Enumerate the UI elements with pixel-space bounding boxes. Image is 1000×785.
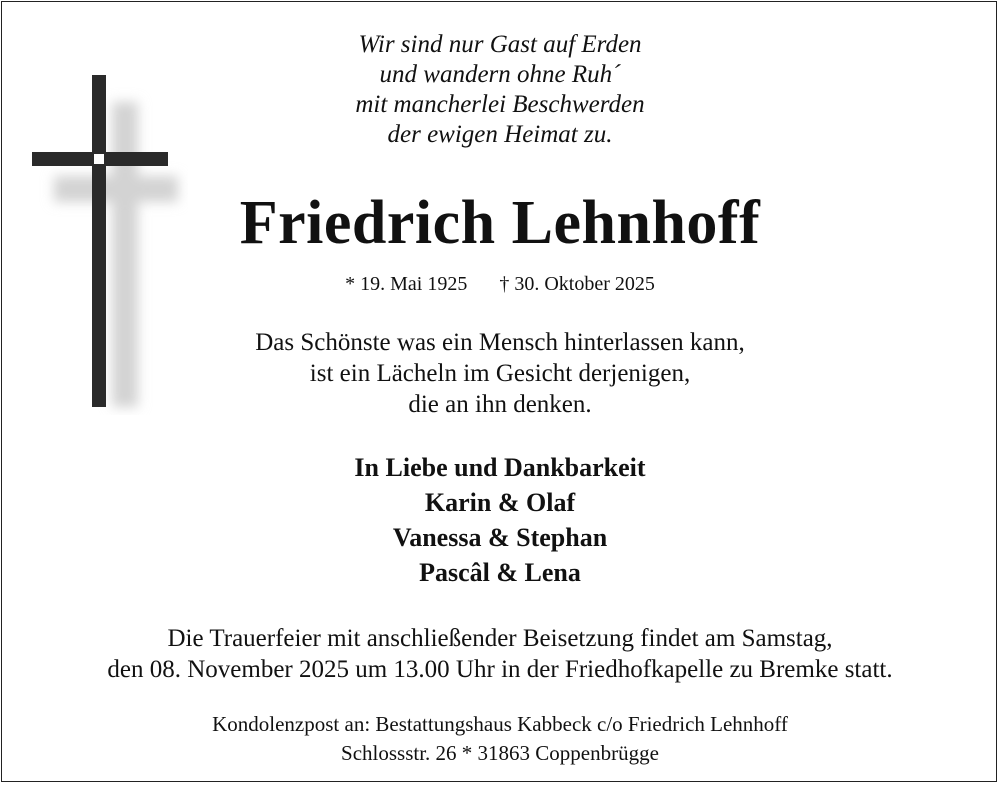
mourner-names: Pascâl & Lena	[419, 558, 581, 587]
poem-line: der ewigen Heimat zu.	[387, 121, 613, 148]
condolence-address	[0, 710, 1000, 768]
quote-line: ist ein Lächeln im Gesicht derjenigen,	[309, 360, 691, 387]
cross-center	[94, 154, 104, 164]
mourners	[0, 450, 1000, 590]
birth-date: * 19. Mai 1925	[345, 273, 468, 295]
quote-line: Das Schönste was ein Mensch hinterlassen kann,	[255, 329, 745, 356]
memorial-quote	[0, 327, 1000, 420]
contact-line: Kondolenzpost an: Bestattungshaus Kabbeck c/o Friedrich Lehnhoff	[212, 712, 788, 736]
mourners-heading: In Liebe und Dankbarkeit	[354, 453, 646, 482]
deceased-name: Friedrich Lehnhoff	[239, 189, 761, 257]
service-line: Die Trauerfeier mit anschließender Beisetzung findet am Samstag,	[167, 625, 833, 652]
poem-line: mit mancherlei Beschwerden	[355, 91, 645, 118]
funeral-service-info	[0, 623, 1000, 685]
life-dates	[0, 271, 1000, 297]
service-line: den 08. November 2025 um 13.00 Uhr in der Friedhofkapelle zu Bremke statt.	[107, 656, 893, 683]
contact-line: Schlossstr. 26 * 31863 Coppenbrügge	[341, 741, 659, 765]
mourner-names: Karin & Olaf	[424, 488, 576, 517]
death-date: † 30. Oktober 2025	[499, 273, 655, 295]
mourner-names: Vanessa & Stephan	[392, 523, 608, 552]
poem-line: und wandern ohne Ruh´	[379, 61, 621, 88]
poem-line: Wir sind nur Gast auf Erden	[358, 31, 642, 58]
quote-line: die an ihn denken.	[408, 391, 592, 418]
poem	[0, 30, 1000, 150]
